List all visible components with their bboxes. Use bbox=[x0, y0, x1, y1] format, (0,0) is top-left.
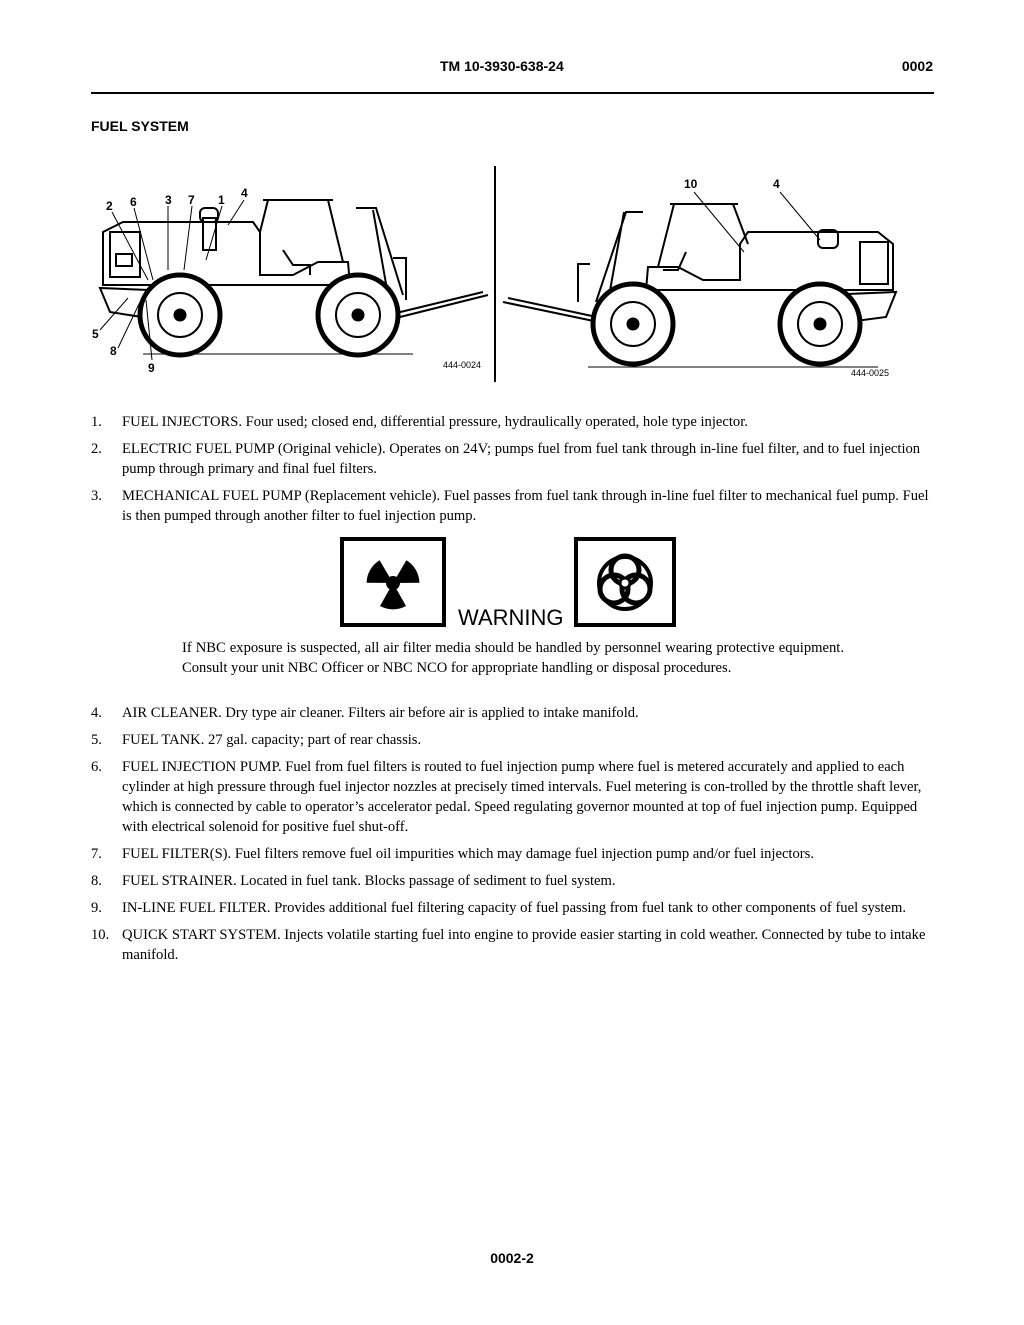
callout-1: 1 bbox=[218, 193, 225, 207]
component-list-a bbox=[91, 412, 934, 526]
list-item bbox=[91, 757, 934, 837]
list-item bbox=[91, 439, 934, 479]
list-item bbox=[91, 844, 934, 864]
list-item bbox=[91, 412, 934, 432]
warning-text: If NBC exposure is suspected, all air filter media should be handled by personnel wearing protective equipment. Consult your unit NBC Officer or NBC NCO for appropriate handling or disposal procedures. bbox=[182, 640, 844, 676]
item-number: 3. bbox=[91, 488, 102, 504]
callout-2: 2 bbox=[106, 199, 113, 213]
list-item bbox=[91, 898, 934, 918]
list-item bbox=[91, 925, 934, 965]
callout-4: 4 bbox=[241, 186, 248, 200]
item-number: 2. bbox=[91, 441, 102, 457]
item-text: AIR CLEANER. Dry type air cleaner. Filters air before air is applied to intake manifold. bbox=[122, 705, 639, 721]
item-number: 4. bbox=[91, 705, 102, 721]
callout-5: 5 bbox=[92, 327, 99, 341]
callout-7: 7 bbox=[188, 193, 195, 207]
item-number: 9. bbox=[91, 900, 102, 916]
item-number: 8. bbox=[91, 873, 102, 889]
callout-8: 8 bbox=[110, 344, 117, 358]
callout-9: 9 bbox=[148, 361, 155, 375]
item-number: 7. bbox=[91, 846, 102, 862]
figure-divider bbox=[494, 166, 496, 382]
list-item bbox=[91, 730, 934, 750]
callout-3: 3 bbox=[165, 193, 172, 207]
item-text: ELECTRIC FUEL PUMP (Original vehicle). Operates on 24V; pumps fuel from fuel tank through in-line fuel filter, and to fuel injection pump through primary and final fuel filters. bbox=[122, 441, 921, 477]
item-number: 10. bbox=[91, 927, 110, 943]
item-text: MECHANICAL FUEL PUMP (Replacement vehicle). Fuel passes from fuel tank through in-line fuel filter to mechanical fuel pump. Fuel is then pumped through another filter to fuel injection pump. bbox=[122, 488, 929, 524]
page-number: 0002-2 bbox=[490, 1250, 534, 1266]
item-text: IN-LINE FUEL FILTER. Provides additional fuel filtering capacity of fuel passing from fuel tank to other components of fuel system. bbox=[122, 900, 906, 916]
item-text: FUEL TANK. 27 gal. capacity; part of rear chassis. bbox=[122, 732, 422, 748]
item-text: QUICK START SYSTEM. Injects volatile starting fuel into engine to provide easier starting in cold weather. Connected by tube to intake manifold. bbox=[122, 927, 926, 963]
item-text: FUEL INJECTORS. Four used; closed end, differential pressure, hydraulically operated, hole type injector. bbox=[122, 414, 748, 430]
callout-10: 10 bbox=[684, 177, 698, 191]
item-number: 1. bbox=[91, 414, 102, 430]
section-title: FUEL SYSTEM bbox=[91, 118, 189, 134]
callout-4: 4 bbox=[773, 177, 780, 191]
warning-title: WARNING bbox=[458, 605, 564, 629]
forklift-right-view-figure bbox=[498, 172, 908, 382]
callout-6: 6 bbox=[130, 195, 137, 209]
figure-label-right: 444-0025 bbox=[851, 368, 890, 378]
item-text: FUEL STRAINER. Located in fuel tank. Blocks passage of sediment to fuel system. bbox=[122, 873, 616, 889]
figure-label-left: 444-0024 bbox=[443, 360, 482, 370]
list-item bbox=[91, 486, 934, 526]
list-item bbox=[91, 871, 934, 891]
work-package-number: 0002 bbox=[901, 58, 933, 74]
component-list-b bbox=[91, 703, 934, 965]
list-item bbox=[91, 703, 934, 723]
item-number: 5. bbox=[91, 732, 102, 748]
item-text: FUEL INJECTION PUMP. Fuel from fuel filters is routed to fuel injection pump where fuel is metered accurately and applied to each cylinder at high pressure through fuel injector nozzles at precisely timed intervals. Fuel metering is con-trolled by the throttle shaft lever, which is connected by cable to operator’s accelerator pedal. Speed regulating governor mounted at top of fuel injection pump. Equipped with electrical solenoid for positive fuel shut-off. bbox=[122, 759, 922, 835]
biohazard-icon bbox=[576, 539, 674, 625]
item-text: FUEL FILTER(S). Fuel filters remove fuel oil impurities which may damage fuel injection pump and/or fuel injectors. bbox=[122, 846, 814, 862]
doc-number: TM 10-3930-638-24 bbox=[440, 58, 564, 74]
header-rule bbox=[91, 92, 934, 94]
item-number: 6. bbox=[91, 759, 102, 775]
forklift-left-view-figure bbox=[88, 170, 493, 380]
radiation-hazard-icon bbox=[342, 539, 444, 625]
nbc-warning-banner bbox=[340, 537, 680, 629]
